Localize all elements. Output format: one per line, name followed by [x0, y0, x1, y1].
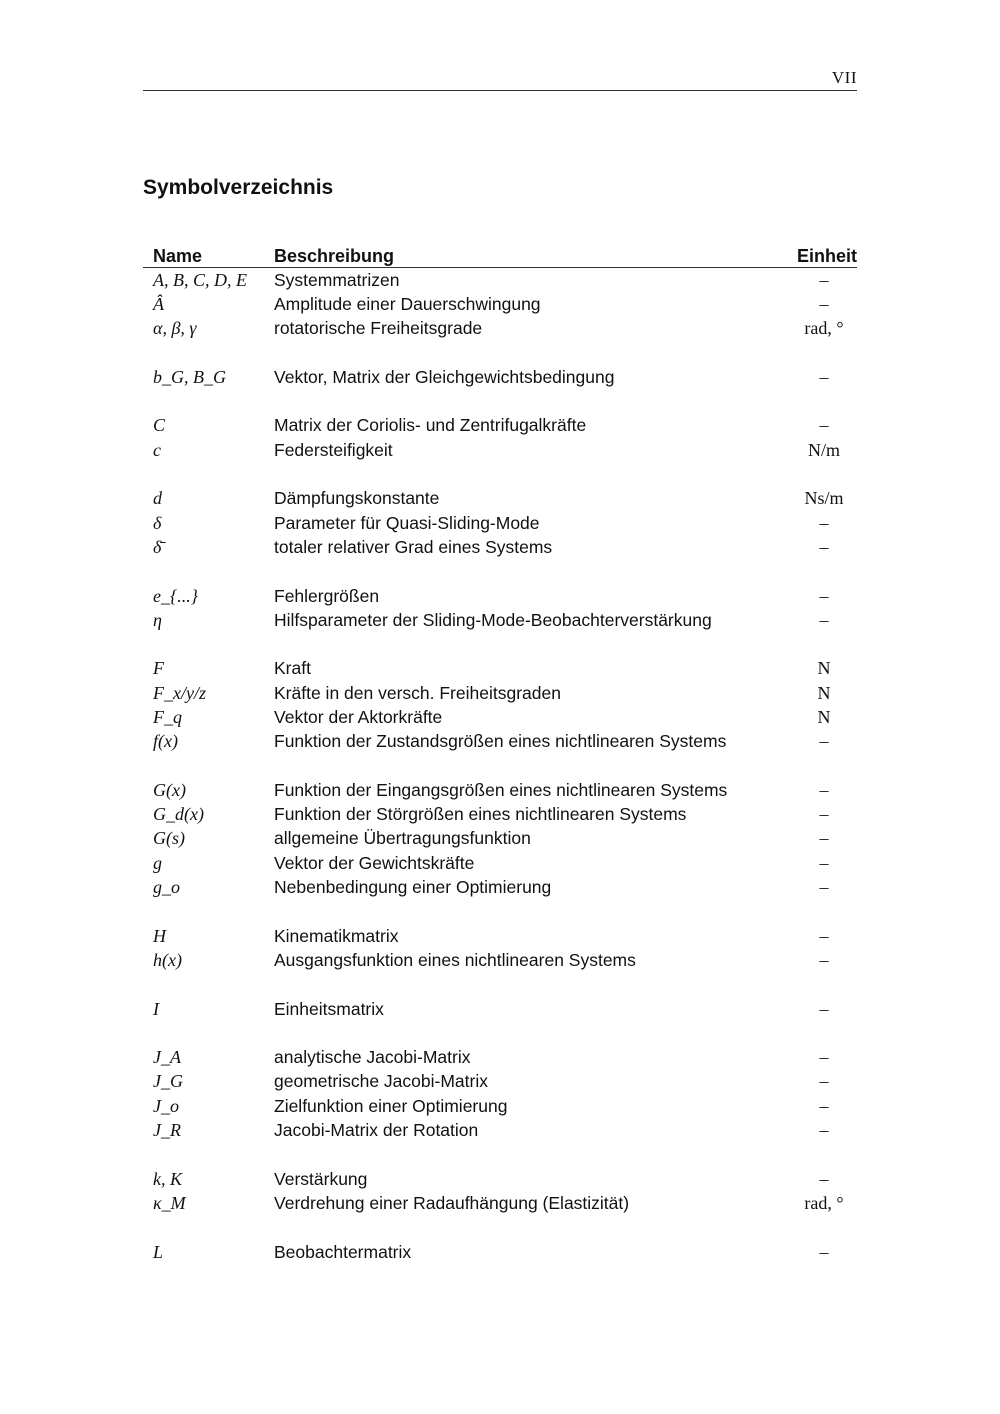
symbol-cell: J_R [153, 1120, 181, 1141]
description-cell: Amplitude einer Dauerschwingung [274, 293, 541, 314]
description-cell: Matrix der Coriolis- und Zentrifugalkräfte [274, 415, 587, 436]
description-cell: Zielfunktion einer Optimierung [274, 1095, 508, 1116]
unit-cell: – [819, 512, 829, 533]
symbol-cell: α, β, γ [153, 318, 197, 339]
description-cell: Funktion der Eingangsgrößen eines nichtlinearen Systems [274, 779, 728, 800]
unit-cell: N [817, 706, 831, 727]
table-row [143, 365, 857, 389]
table-row [143, 608, 857, 632]
unit-cell: – [819, 1047, 829, 1068]
symbol-cell: F [153, 658, 164, 679]
column-header-name: Name [153, 246, 203, 266]
symbol-cell: L [153, 1241, 164, 1262]
unit-cell: – [819, 877, 829, 898]
unit-cell: – [819, 415, 829, 436]
table-row [143, 778, 857, 802]
table-row [143, 268, 857, 292]
symbol-cell: A, B, C, D, E [153, 269, 247, 290]
description-cell: Funktion der Störgrößen eines nichtlinearen Systems [274, 804, 687, 825]
symbol-cell: Â [153, 293, 164, 314]
description-cell: Vektor, Matrix der Gleichgewichtsbedingung [274, 366, 615, 387]
description-cell: Kinematikmatrix [274, 925, 399, 946]
description-cell: Kraft [274, 658, 311, 679]
symbol-cell: G(s) [153, 828, 185, 849]
symbol-cell: κ_M [153, 1192, 186, 1213]
symbol-cell: F_x/y/z [153, 682, 206, 703]
symbol-cell: δ̄ [153, 536, 162, 557]
table-row [143, 317, 857, 341]
symbol-cell: J_G [153, 1071, 183, 1092]
description-cell: Vektor der Aktorkräfte [274, 706, 443, 727]
table-row [143, 1167, 857, 1191]
symbol-cell: δ [153, 512, 162, 533]
column-header-unit: Einheit [796, 246, 857, 266]
symbol-cell: J_A [153, 1047, 181, 1068]
description-cell: Systemmatrizen [274, 269, 400, 290]
symbol-cell: e_{...} [153, 585, 198, 606]
description-cell: Parameter für Quasi-Sliding-Mode [274, 512, 540, 533]
symbol-cell: g_o [153, 877, 180, 898]
unit-cell: rad, ° [804, 318, 844, 339]
description-cell: Vektor der Gewichtskräfte [274, 852, 475, 873]
symbol-cell: η [153, 609, 162, 630]
unit-cell: N/m [807, 439, 840, 460]
unit-cell: – [819, 366, 829, 387]
unit-cell: – [819, 804, 829, 825]
description-cell: Jacobi-Matrix der Rotation [274, 1120, 479, 1141]
unit-cell: Ns/m [804, 488, 844, 509]
table-row [143, 681, 857, 705]
description-cell: Beobachtermatrix [274, 1241, 412, 1262]
table-row [143, 1070, 857, 1094]
unit-cell: – [819, 779, 829, 800]
header-rule [143, 90, 857, 91]
table-row [143, 730, 857, 754]
unit-cell: – [819, 293, 829, 314]
column-header-description: Beschreibung [274, 246, 395, 266]
unit-cell: – [819, 998, 829, 1019]
unit-cell: – [819, 536, 829, 557]
table-row [143, 292, 857, 316]
description-cell: Verstärkung [274, 1168, 368, 1189]
table-row [143, 875, 857, 899]
unit-cell: – [819, 1168, 829, 1189]
description-cell: allgemeine Übertragungsfunktion [274, 828, 531, 849]
table-row [143, 584, 857, 608]
unit-cell: – [819, 949, 829, 970]
unit-cell: – [819, 269, 829, 290]
table-row [143, 1046, 857, 1070]
description-cell: Dämpfungskonstante [274, 488, 440, 509]
table-row [143, 511, 857, 535]
description-cell: Verdrehung einer Radaufhängung (Elastizität) [274, 1192, 630, 1213]
unit-cell: – [819, 609, 829, 630]
unit-cell: – [819, 731, 829, 752]
description-cell: analytische Jacobi-Matrix [274, 1047, 471, 1068]
symbol-cell: G_d(x) [153, 804, 204, 825]
symbol-table [143, 240, 857, 1264]
table-row [143, 438, 857, 462]
table-row [143, 1094, 857, 1118]
table-row [143, 657, 857, 681]
table-row [143, 1240, 857, 1264]
table-row [143, 487, 857, 511]
symbol-cell: c [153, 439, 161, 460]
unit-cell: – [819, 1095, 829, 1116]
symbol-cell: G(x) [153, 779, 186, 800]
symbol-cell: I [153, 998, 159, 1019]
table-row [143, 851, 857, 875]
unit-cell: – [819, 925, 829, 946]
description-cell: rotatorische Freiheitsgrade [274, 318, 483, 339]
symbol-cell: C [153, 415, 166, 436]
description-cell: Einheitsmatrix [274, 998, 384, 1019]
table-body [143, 268, 857, 1264]
unit-cell: – [819, 828, 829, 849]
unit-cell: – [819, 1071, 829, 1092]
table-row [143, 705, 857, 729]
table-row [143, 997, 857, 1021]
description-cell: Kräfte in den versch. Freiheitsgraden [274, 682, 561, 703]
table-row [143, 1191, 857, 1215]
unit-cell: – [819, 585, 829, 606]
unit-cell: rad, ° [804, 1192, 844, 1213]
symbol-cell: k, K [153, 1168, 182, 1189]
symbol-cell: F_q [153, 706, 182, 727]
symbol-cell: h(x) [153, 949, 182, 970]
description-cell: Federsteifigkeit [274, 439, 393, 460]
description-cell: Funktion der Zustandsgrößen eines nichtlinearen Systems [274, 731, 727, 752]
table-row [143, 948, 857, 972]
description-cell: geometrische Jacobi-Matrix [274, 1071, 488, 1092]
table-row [143, 1118, 857, 1142]
unit-cell: – [819, 1241, 829, 1262]
table-row [143, 827, 857, 851]
table-row [143, 414, 857, 438]
symbol-cell: g [153, 852, 162, 873]
symbol-cell: H [153, 925, 166, 946]
unit-cell: – [819, 852, 829, 873]
symbol-cell: f(x) [153, 731, 178, 752]
table-header [143, 240, 857, 268]
table-row [143, 535, 857, 559]
description-cell: Nebenbedingung einer Optimierung [274, 877, 552, 898]
description-cell: Fehlergrößen [274, 585, 380, 606]
description-cell: Ausgangsfunktion eines nichtlinearen Systems [274, 949, 636, 970]
table-row [143, 803, 857, 827]
unit-cell: – [819, 1120, 829, 1141]
symbol-cell: b_G, B_G [153, 366, 226, 387]
section-title: Symbolverzeichnis [143, 176, 334, 199]
table-row [143, 924, 857, 948]
description-cell: totaler relativer Grad eines Systems [274, 536, 553, 557]
symbol-cell: d [153, 488, 162, 509]
description-cell: Hilfsparameter der Sliding-Mode-Beobachterverstärkung [274, 609, 712, 630]
symbol-cell: J_o [153, 1095, 179, 1116]
unit-cell: N [817, 658, 831, 679]
page-number: VII [831, 68, 857, 87]
unit-cell: N [817, 682, 831, 703]
